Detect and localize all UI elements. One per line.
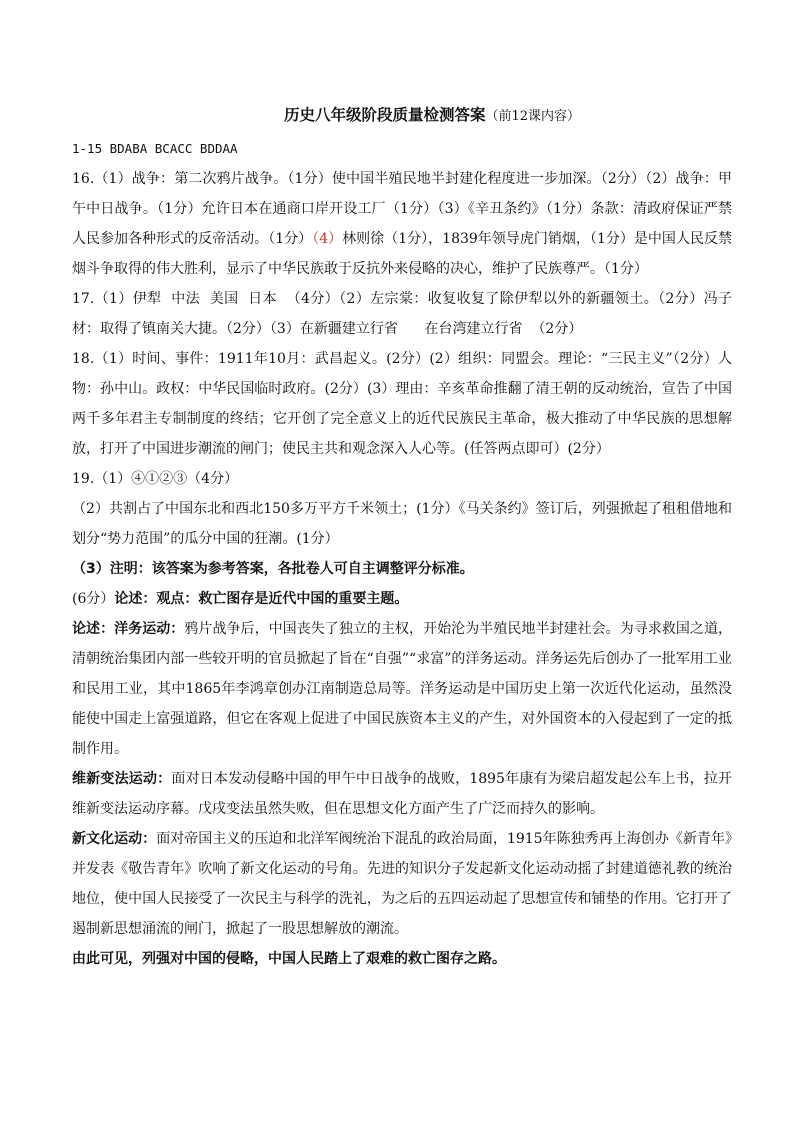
q19-part2: （2）共割占了中国东北和西北150多万平方千米领土；(1分）《马关条约》签订后，列强掀起了租租借地和划分“势力范围”的瓜分中国的狂潮。(1分） — [72, 501, 732, 547]
q16-part1: 16.（1）战争：第二次鸦片战争。（1分）使中国半殖民地半封建化程度进一步加深。（2分）（2）战争：甲午中日战争。（1分）允许日本在通商口岸开设工厂（1分）（3）《辛丑条约》（1分）条款：清政府保证严禁人民参加各种形式的反帝活动。（1分） — [72, 171, 732, 247]
weixin-text: 面对日本发动侵略中国的甲午中日战争的战败，1895年康有为梁启超发起公车上书，拉开维新变法运动序幕。戊戌变法虽然失败，但在思想文化方面产生了广泛而持久的影响。 — [72, 771, 732, 817]
essay-yangwu — [72, 614, 732, 764]
essay-xinwenhua — [72, 824, 732, 944]
title-sub: （前12课内容） — [485, 109, 581, 124]
essay-score: (6分） — [72, 591, 115, 607]
mc-answers: 1-15 BDABA BCACC BDDAA — [72, 141, 238, 156]
answer-sheet — [72, 100, 732, 974]
weixin-label: 维新变法运动： — [72, 771, 172, 787]
essay-weixin — [72, 764, 732, 824]
essay-viewpoint: 论述：观点：救亡图存是近代中国的重要主题。 — [114, 591, 409, 607]
q17-answer: 17.（1）伊犁 中法 美国 日本 （4分）（2）左宗棠：收复收复了除伊犁以外的新疆领土。（2分）冯子材：取得了镇南关大捷。（2分）（3）在新疆建立行省 在台湾建立行省 （2分） — [72, 291, 732, 337]
page-title — [72, 100, 732, 132]
xinwenhua-label: 新文化运动： — [72, 831, 157, 847]
yangwu-text: 鸦片战争后，中国丧失了独立的主权，开始沦为半殖民地半封建社会。为寻求救国之道，清朝统治集团内部一些较开明的官员掀起了旨在“自强”“求富”的洋务运动。洋务运先后创办了一批军用工业和民用工业，其中1865年李鸿章创办江南制造总局等。洋务运动是中国历史上第一次近代化运动，虽然没能使中国走上富强道路，但它在客观上促进了中国民族资本主义的产生，对外国资本的入侵起到了一定的抵制作用。 — [72, 621, 733, 757]
xinwenhua-text: 面对帝国主义的压迫和北洋军阀统治下混乱的政治局面，1915年陈独秀再上海创办《新青年》并发表《敬告青年》吹响了新文化运动的号角。先进的知识分子发起新文化运动动摇了封建道德礼教的统治地位，使中国人民接受了一次民主与科学的洗礼，为之后的五四运动起了思想宣传和铺垫的作用。它打开了遏制新思想涌流的闸门，掀起了一股思想解放的潮流。 — [72, 831, 732, 937]
q19-part3-note: （3）注明：该答案为参考答案，各批卷人可自主调整评分标准。 — [72, 561, 474, 577]
q16-part2: 林则徐（1分），1839年领导虎门销烟，（1分）是中国人民反禁烟斗争取得的伟大胜利，显示了中华民族敢于反抗外来侵略的决心，维护了民族尊严。（1分） — [72, 231, 732, 277]
essay-intro — [72, 584, 732, 614]
q16-red-label: （4） — [312, 231, 343, 247]
title-main: 历史八年级阶段质量检测答案 — [283, 106, 486, 124]
q18-answer: 18.（1）时间、事件：1911年10月：武昌起义。(2分）(2）组织：同盟会。理论：“三民主义”（2分）人物：孙中山。政权：中华民国临时政府。(2分）(3）理由：辛亥革命推翻了清王朝的反动统治，宣告了中国两千多年君主专制制度的终结；它开创了完全意义上的近代民族民主革命，极大推动了中华民族的思想解放，打开了中国进步潮流的闸门；使民主共和观念深入人心等。(任答两点即可）(2分） — [72, 351, 732, 457]
essay-conclusion: 由此可见，列强对中国的侵略，中国人民踏上了艰难的救亡图存之路。 — [72, 951, 506, 967]
q16-answer — [72, 164, 732, 284]
yangwu-label: 论述：洋务运动： — [72, 621, 185, 637]
q19-part1: 19.（1）④①②③（4分） — [72, 471, 239, 487]
